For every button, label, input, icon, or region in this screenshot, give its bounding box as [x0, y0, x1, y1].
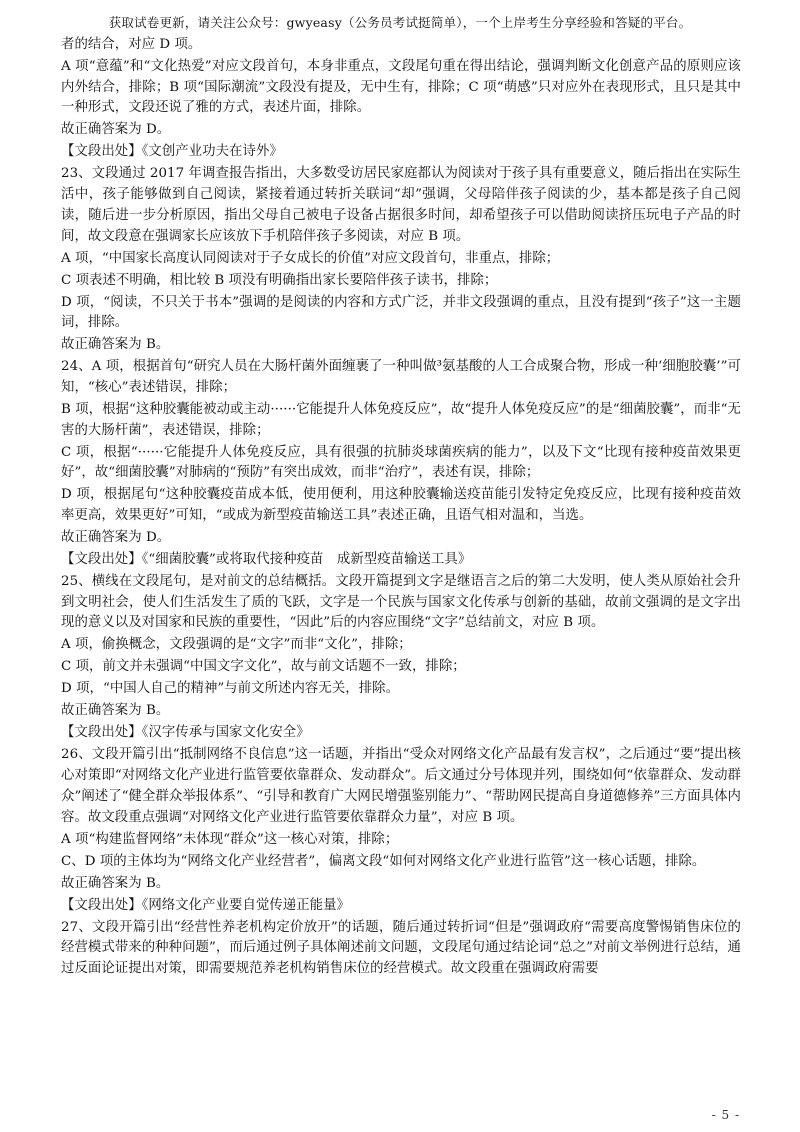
option-analysis: C、D 项的主体均为“网络文化产业经营者”，偏离文段“如何对网络文化产业进行监管”这一核心话题，排除。 — [61, 853, 706, 869]
option-analysis: D 项，“中国人自己的精神”与前文所述内容无关，排除。 — [61, 681, 400, 697]
source-citation: 【文段出处】《网络文化产业要自觉传递正能量》 — [61, 897, 350, 913]
question-27-explanation: 27、文段开篇引出“经营性养老机构定价放开”的话题，随后通过转折词“但是”强调政府“需要高度警惕销售床位的经营模式带来的种种问题”，而后通过例子具体阐述前文问题，文段尾句通过结论词“总之”对前文举例进行总结，通过反面论证提出对策，即需要规范养老机构销售床位的经营模式。故文段重在强调政府需要 — [61, 919, 741, 976]
option-analysis: A 项“构建监督网络”未体现“群众”这一核心对策，排除； — [61, 831, 399, 847]
option-analysis: A 项，“中国家长高度认同阅读对于子女成长的价值”对应文段首句，非重点，排除； — [61, 250, 560, 266]
paragraph: A 项“意蕴”和“文化热爱”对应文段首句，本身非重点，文段尾句重在得出结论，强调判断文化创意产品的原则应该内外结合，排除；B 项“国际潮流”文段没有提及，无中生有，排除；C 项“萌感”只对应外在表现形式，且只是其中一种形式，文段还说了雅的方式，表述片面，排除。 — [61, 59, 741, 116]
option-analysis: C 项表述不明确，相比较 B 项没有明确指出家长要陪伴孩子读书，排除； — [61, 272, 498, 288]
paragraph: 者的结合，对应 D 项。 — [61, 37, 202, 52]
option-analysis: D 项，根据尾句“这种胶囊疫苗成本低，使用便利，用这种胶囊输送疫苗能引发特定免疫反应，比现有接种疫苗效率更高，效果更好”可知，“或成为新型疫苗输送工具”表述正确，且语气相对温和，当选。 — [61, 487, 741, 524]
answer-explanations — [61, 35, 741, 981]
question-26-explanation: 26、文段开篇引出“抵制网络不良信息”这一话题，并指出“受众对网络文化产品最有发言权”，之后通过“要”提出核心对策即“对网络文化产业进行监管要依靠群众、发动群众”。后文通过分号体现并列，围绕如何“依靠群众、发动群众”阐述了“健全群众举报体系”、“引导和教育广大网民增强鉴别能力”、“帮助网民提高自身道德修养”三方面具体内容。故文段重点强调“对网络文化产业进行监管要依靠群众力量”，对应 B 项。 — [61, 747, 741, 825]
source-citation: 【文段出处】《“细菌胶囊”或将取代接种疫苗 成新型疫苗输送工具》 — [61, 552, 472, 568]
question-25-explanation: 25、横线在文段尾句，是对前文的总结概括。文段开篇提到文字是继语言之后的第二大发明，使人类从原始社会升到文明社会，使人们生活发生了质的飞跃，文字是一个民族与国家文化传承与创新的基础，故前文强调的是文字出现的意义以及对国家和民族的重要性，“因此”后的内容应围绕“文字”总结前文，对应 B 项。 — [61, 574, 741, 631]
option-analysis: A 项，偷换概念，文段强调的是“文字”而非“文化”，排除； — [61, 637, 412, 653]
option-analysis: C 项，前文并未强调“中国文字文化”，故与前文话题不一致，排除； — [61, 659, 466, 675]
source-citation: 【文段出处】《汉字传承与国家文化安全》 — [61, 725, 310, 741]
question-23-explanation: 23、文段通过 2017 年调查报告指出，大多数受访居民家庭都认为阅读对于孩子具有重要意义，随后指出在实际生活中，孩子能够做到自己阅读，紧接着通过转折关联词“却”强调，父母陪伴孩子阅读的少，基本都是孩子自己阅读，随后进一步分析原因，指出父母自己被电子设备占据很多时间，却希望孩子可以借助阅读挤压玩电子产品的时间，故文段意在强调家长应该放下手机陪伴孩子多阅读，对应 B 项。 — [61, 166, 741, 244]
answer-line: 故正确答案为 D。 — [61, 122, 171, 138]
answer-line: 故正确答案为 B。 — [61, 337, 170, 353]
question-24-explanation: 24、A 项，根据首句“研究人员在大肠杆菌外面缠裹了一种叫做³氨基酸的人工合成聚合物，形成一种‘细胞胶囊’”可知，“核心”表述错误，排除； — [61, 359, 741, 395]
answer-line: 故正确答案为 B。 — [61, 875, 170, 891]
option-analysis: B 项，根据“这种胶囊能被动或主动······它能提升人体免疫反应”，故“提升人体免疫反应”的是“细菌胶囊”，而非“无害的大肠杆菌”，表述错误，排除； — [61, 401, 741, 438]
page-header: 获取试卷更新，请关注公众号：gwyeasy（公务员考试挺简单），一个上岸考生分享经验和答疑的平台。 — [108, 15, 692, 30]
option-analysis: D 项，“阅读，不只关于书本”强调的是阅读的内容和方式广泛，并非文段强调的重点，且没有提到“孩子”这一主题词，排除。 — [61, 294, 741, 331]
source-citation: 【文段出处】《文创产业功夫在诗外》 — [61, 144, 283, 160]
page-number: - 5 - — [711, 1108, 740, 1122]
answer-line: 故正确答案为 D。 — [61, 530, 171, 546]
answer-line: 故正确答案为 B。 — [61, 703, 170, 719]
option-analysis: C 项，根据“······它能提升人体免疫反应，具有很强的抗肺炎球菌疾病的能力”，以及下文“比现有接种疫苗效果更好”，故“细菌胶囊”对肺病的“预防”有突出成效，而非“治疗”，表述有误，排除； — [61, 444, 741, 481]
